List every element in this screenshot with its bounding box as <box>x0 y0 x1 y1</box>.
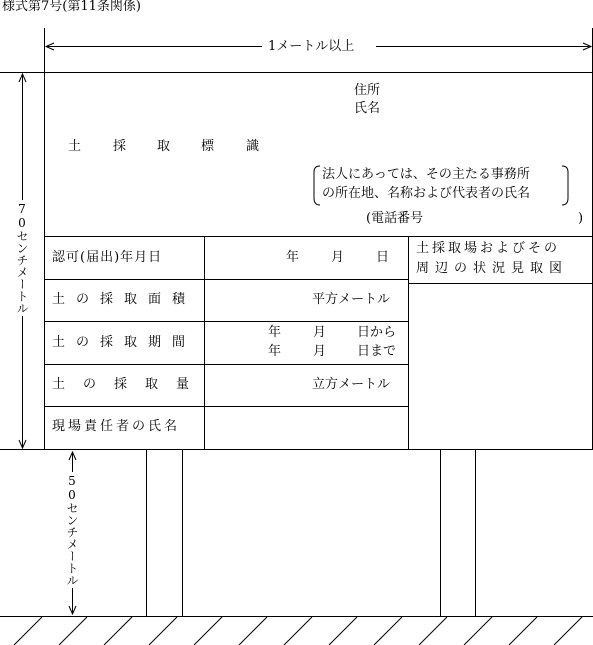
width-dimension-label: 1メートル以上 <box>268 39 355 54</box>
area-unit: 平方メートル <box>312 292 391 307</box>
map-label-line2: 周辺の状況見取図 <box>416 261 569 276</box>
phone-label: (電話番号 <box>366 211 424 226</box>
sign-title-char: 取 <box>157 139 171 154</box>
period-to-year: 年 <box>268 344 282 359</box>
permit-day: 日 <box>376 250 390 265</box>
corporate-note-line2: の所在地、名称および代表者の氏名 <box>322 186 531 201</box>
ground-hatching <box>14 617 582 645</box>
permit-month: 月 <box>331 250 345 265</box>
period-from-day: 日から <box>357 325 397 340</box>
area-label: 土の採取面積 <box>52 292 197 307</box>
sign-title-char: 識 <box>246 139 260 154</box>
sign-title-char: 土 <box>68 139 82 154</box>
period-from-year: 年 <box>268 325 282 340</box>
volume-unit: 立方メートル <box>312 377 391 392</box>
sign-title-char: 採 <box>113 139 127 154</box>
form-title: 様式第7号(第11条関係) <box>2 0 141 14</box>
height-dimension-label: 70センチメートル <box>15 202 29 314</box>
period-from-month: 月 <box>313 325 327 340</box>
corporate-note-line1: 法人にあっては、その主たる事務所 <box>322 167 530 182</box>
volume-label: 土の採取量 <box>52 377 208 392</box>
name-label: 氏名 <box>354 101 381 116</box>
period-to-month: 月 <box>313 344 327 359</box>
phone-close: ) <box>578 211 584 226</box>
sign-title-char: 標 <box>201 139 215 154</box>
period-to-day: 日まで <box>357 344 397 359</box>
permit-date-label: 認可(届出)年月日 <box>52 250 163 265</box>
post-height-dimension-label: 50センチメートル <box>65 474 79 586</box>
period-label: 土の採取期間 <box>52 335 197 350</box>
address-label: 住所 <box>354 83 381 98</box>
permit-year: 年 <box>286 250 300 265</box>
supervisor-label: 現場責任者の氏名 <box>52 419 181 434</box>
map-label-line1: 土採取場およびその <box>416 241 561 256</box>
